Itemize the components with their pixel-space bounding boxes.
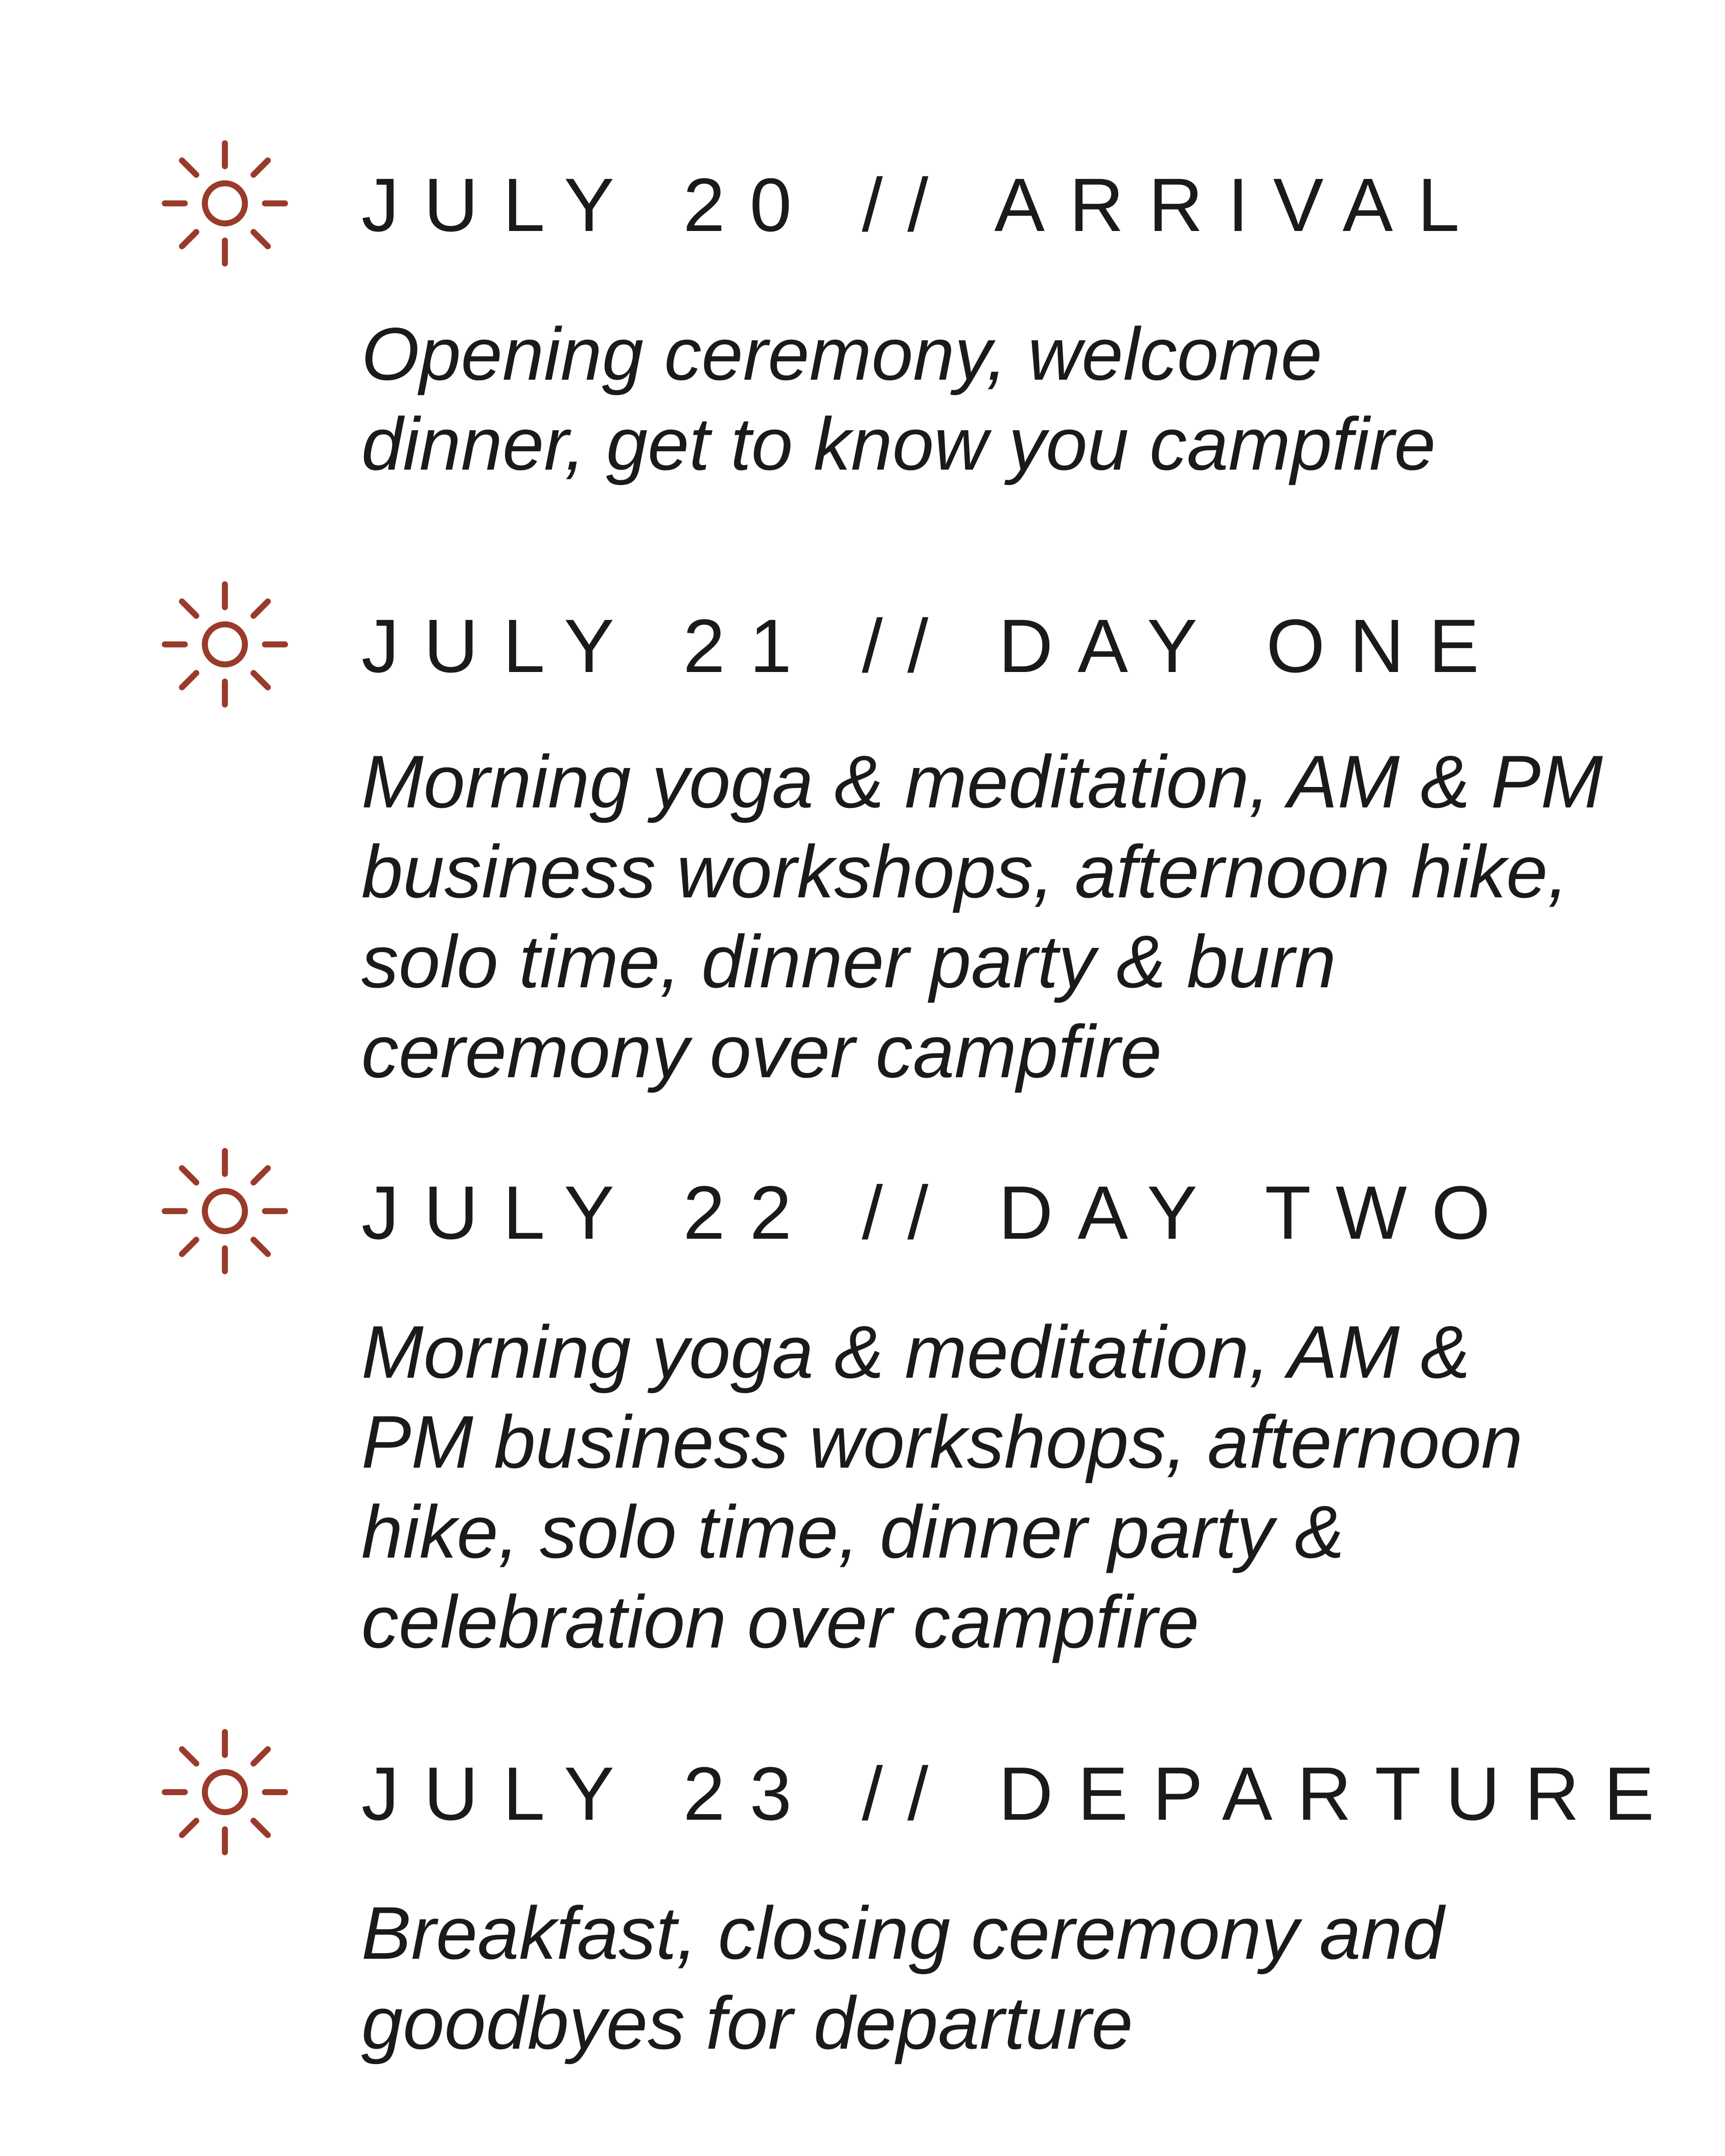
day-heading: JULY 21 // DAY ONE (361, 604, 1504, 688)
sun-icon (153, 573, 296, 716)
day-description: Opening ceremony, welcome dinner, get to know you campfire (361, 312, 1436, 485)
day-heading: JULY 22 // DAY TWO (361, 1171, 1515, 1255)
sun-icon (153, 1721, 296, 1864)
day-heading: JULY 23 // DEPARTURE (361, 1752, 1679, 1836)
day-description: Breakfast, closing ceremony and goodbyes for departure (361, 1891, 1444, 2065)
day-description: Morning yoga & meditation, AM & PM business workshops, afternoon hike, solo time, dinner party & burn ceremony over campfire (361, 740, 1603, 1093)
sun-icon (153, 132, 296, 275)
sun-icon (153, 1140, 296, 1283)
day-description: Morning yoga & meditation, AM & PM business workshops, afternoon hike, solo time, dinner party & celebration over campfire (361, 1310, 1523, 1663)
day-heading: JULY 20 // ARRIVAL (361, 163, 1484, 247)
